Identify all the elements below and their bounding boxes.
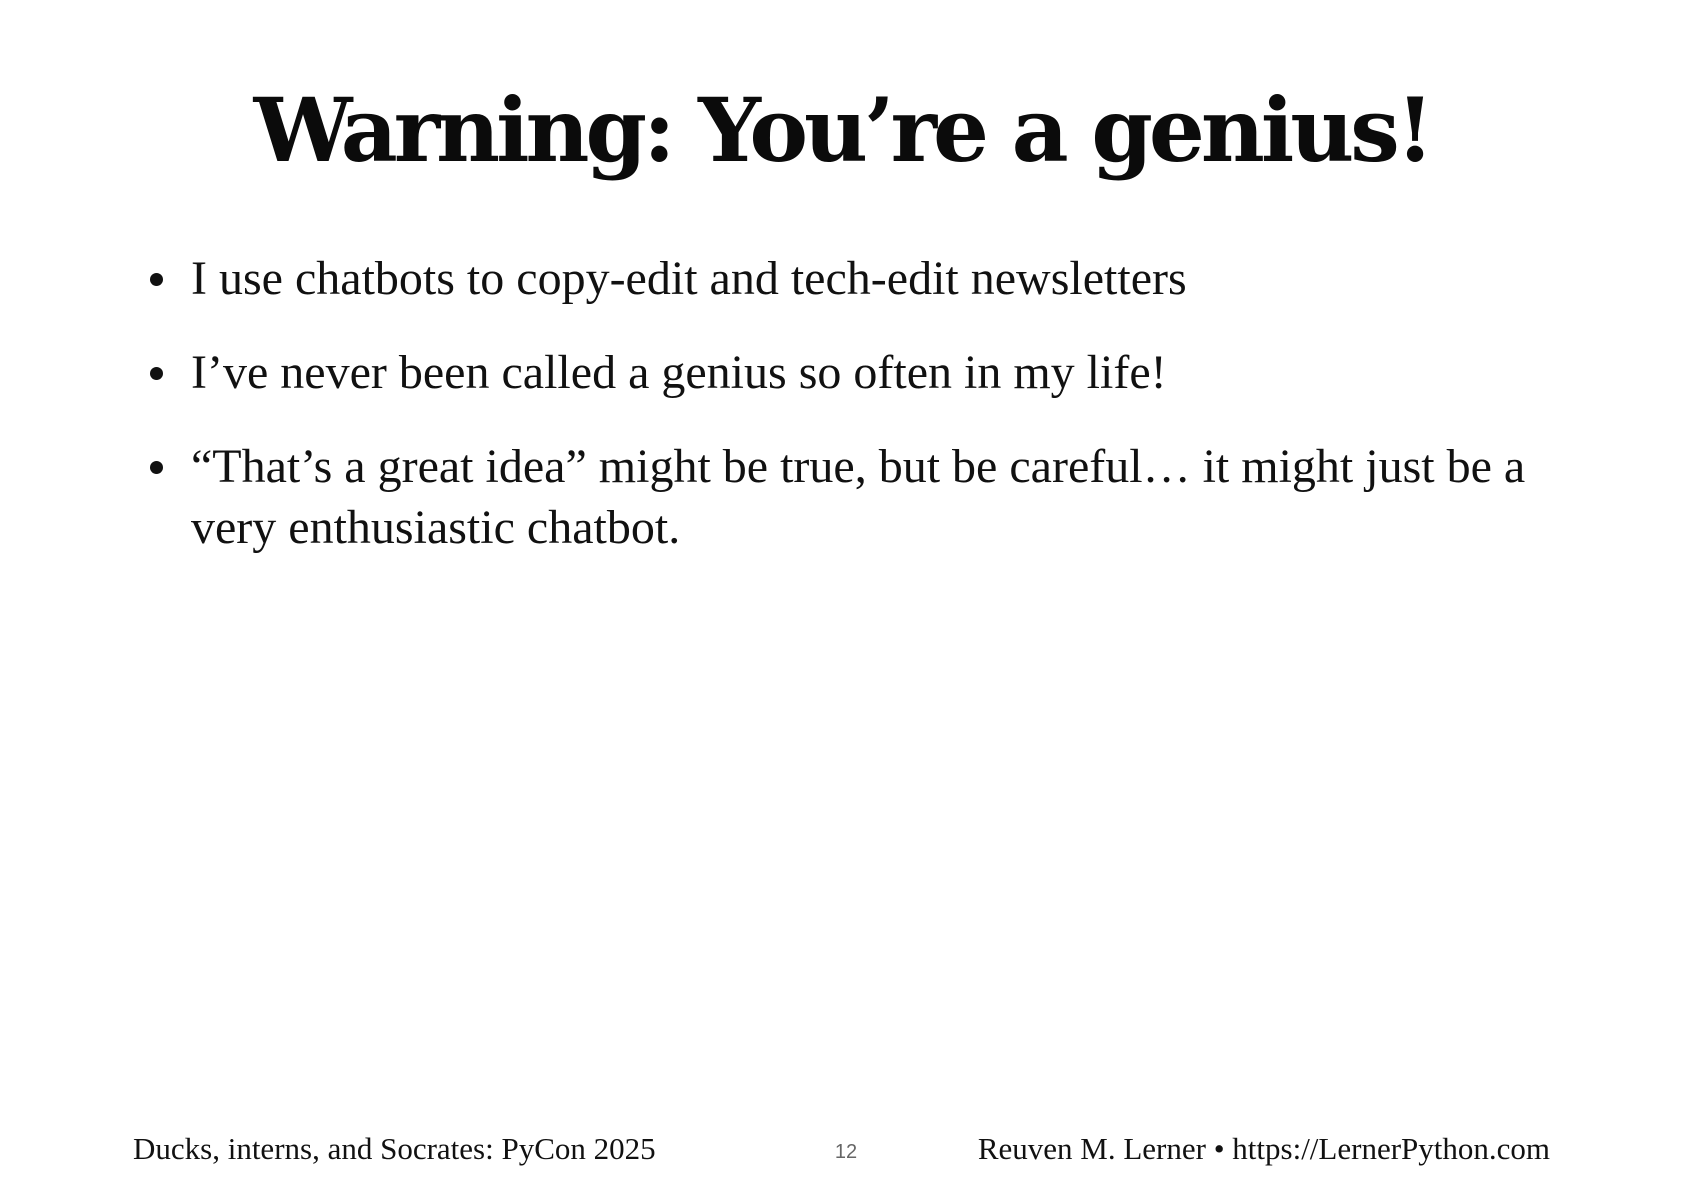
bullet-dot-icon — [150, 273, 163, 286]
page-number: 12 — [834, 1141, 858, 1163]
bullet-text: I use chatbots to copy-edit and tech-edit newsletters — [191, 252, 1187, 305]
footer-author: Reuven M. Lerner • https://LernerPython.com — [977, 1131, 1550, 1166]
bullet-text: I’ve never been called a genius so often in my life! — [191, 346, 1167, 399]
bullet-dot-icon — [150, 461, 163, 474]
bullet-text: “That’s a great idea” might be true, but be careful… it might just be a very enthusiastic chatbot. — [191, 440, 1526, 554]
bullet-item — [146, 248, 1566, 309]
bullet-item — [146, 436, 1566, 558]
slide-title: Warning: You’re a genius! — [253, 78, 1431, 182]
bullet-item — [146, 342, 1566, 403]
bullet-dot-icon — [150, 367, 163, 380]
footer-talk-title: Ducks, interns, and Socrates: PyCon 2025 — [133, 1131, 656, 1166]
bullet-list — [146, 248, 1566, 591]
